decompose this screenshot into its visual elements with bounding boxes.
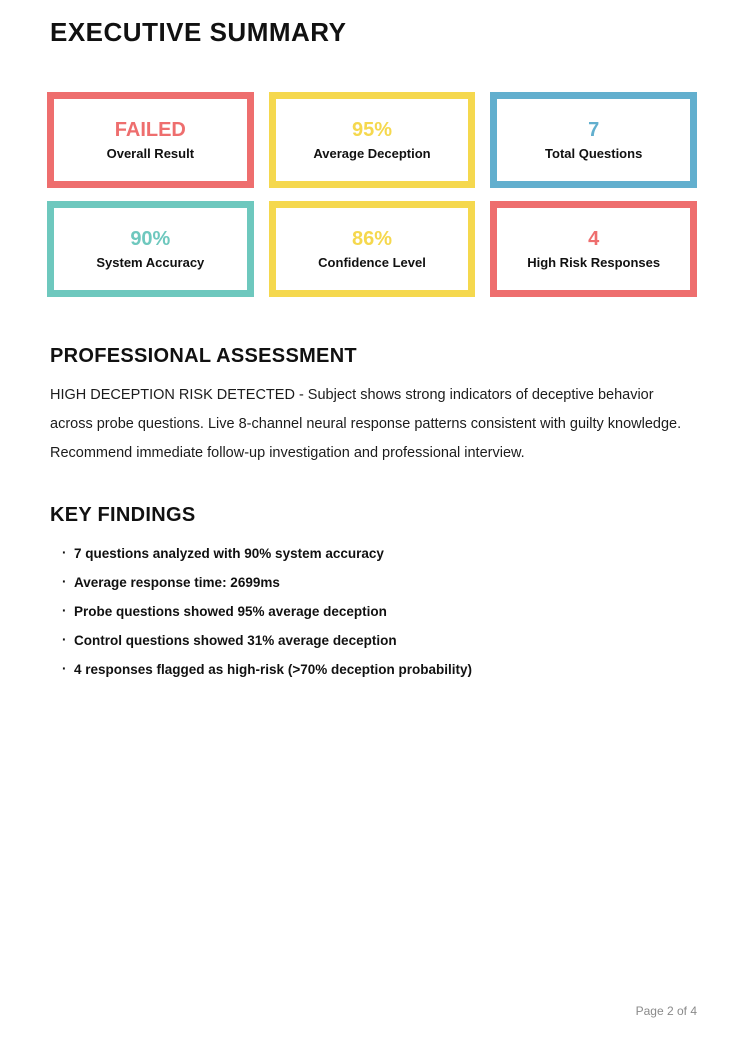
finding-item: · Average response time: 2699ms <box>62 576 695 590</box>
finding-item: · Control questions showed 31% average deception <box>62 634 695 648</box>
finding-item: · 4 responses flagged as high-risk (>70% deception probability) <box>62 663 695 677</box>
stat-value: 7 <box>588 119 600 141</box>
stat-value: 95% <box>351 119 392 141</box>
stat-value: 86% <box>351 228 392 250</box>
finding-item: · 7 questions analyzed with 90% system accuracy <box>62 547 695 561</box>
stat-value: FAILED <box>114 119 186 141</box>
stat-label: Overall Result <box>106 146 195 161</box>
stat-label: System Accuracy <box>96 255 205 270</box>
stat-label: Average Deception <box>313 146 431 161</box>
professional-assessment-section <box>50 345 695 468</box>
stat-label: Confidence Level <box>318 255 426 270</box>
page-title: EXECUTIVE SUMMARY <box>50 17 347 47</box>
findings-list <box>62 547 695 677</box>
summary-cards-grid <box>47 92 697 297</box>
stat-label: High Risk Responses <box>527 255 661 270</box>
stat-card-system-accuracy <box>47 201 254 297</box>
page-number: Page 2 of 4 <box>635 1004 697 1018</box>
stat-card-total-questions <box>490 92 697 188</box>
key-findings-section <box>50 504 695 677</box>
assessment-heading: PROFESSIONAL ASSESSMENT <box>50 345 357 367</box>
stat-value: 4 <box>588 228 600 250</box>
stat-value: 90% <box>130 228 171 250</box>
stat-card-average-deception <box>269 92 476 188</box>
stat-label: Total Questions <box>545 146 643 161</box>
stat-card-confidence-level <box>269 201 476 297</box>
stat-card-overall-result <box>47 92 254 188</box>
assessment-body-text: HIGH DECEPTION RISK DETECTED - Subject shows strong indicators of deceptive behavior across probe questions. Live 8-channel neural response patterns consistent with guilty knowledge. Recommend immediate follow-up investigation and professional interview. <box>50 387 682 461</box>
stat-card-high-risk-responses <box>490 201 697 297</box>
findings-heading: KEY FINDINGS <box>50 504 196 526</box>
finding-item: · Probe questions showed 95% average deception <box>62 605 695 619</box>
